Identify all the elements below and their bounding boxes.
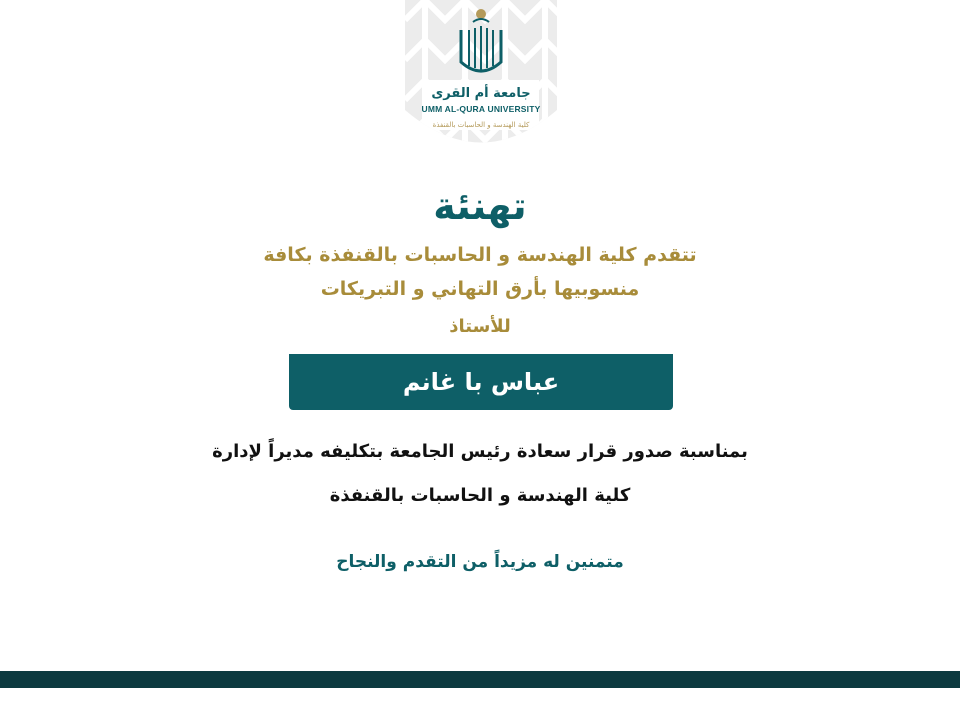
intro-line-2: منسوبيها بأرق التهاني و التبريكات <box>320 278 640 300</box>
logo-english-name: UMM AL-QURA UNIVERSITY <box>421 104 541 114</box>
geometric-pattern-icon <box>405 0 557 160</box>
recipient-title: للأستاذ <box>449 316 511 337</box>
intro-line-1: تتقدم كلية الهندسة و الحاسبات بالقنفذة بكافة <box>263 244 697 266</box>
congratulation-headline: تهنئة <box>433 184 527 228</box>
recipient-name-banner <box>289 354 673 410</box>
occasion-line-1: بمناسبة صدور قرار سعادة رئيس الجامعة بتكليفه مديراً لإدارة <box>212 441 748 462</box>
logo-college-line: كلية الهندسة و الحاسبات بالقنفذة <box>432 121 530 129</box>
recipient-name: عباس با غانم <box>402 368 560 396</box>
university-logo <box>405 0 557 160</box>
closing-wish: متمنين له مزيداً من التقدم والنجاح <box>336 552 624 572</box>
logo-arabic-name: جامعة أم القرى <box>431 86 531 101</box>
footer-bar <box>0 671 960 688</box>
occasion-line-2: كلية الهندسة و الحاسبات بالقنفذة <box>329 485 631 506</box>
